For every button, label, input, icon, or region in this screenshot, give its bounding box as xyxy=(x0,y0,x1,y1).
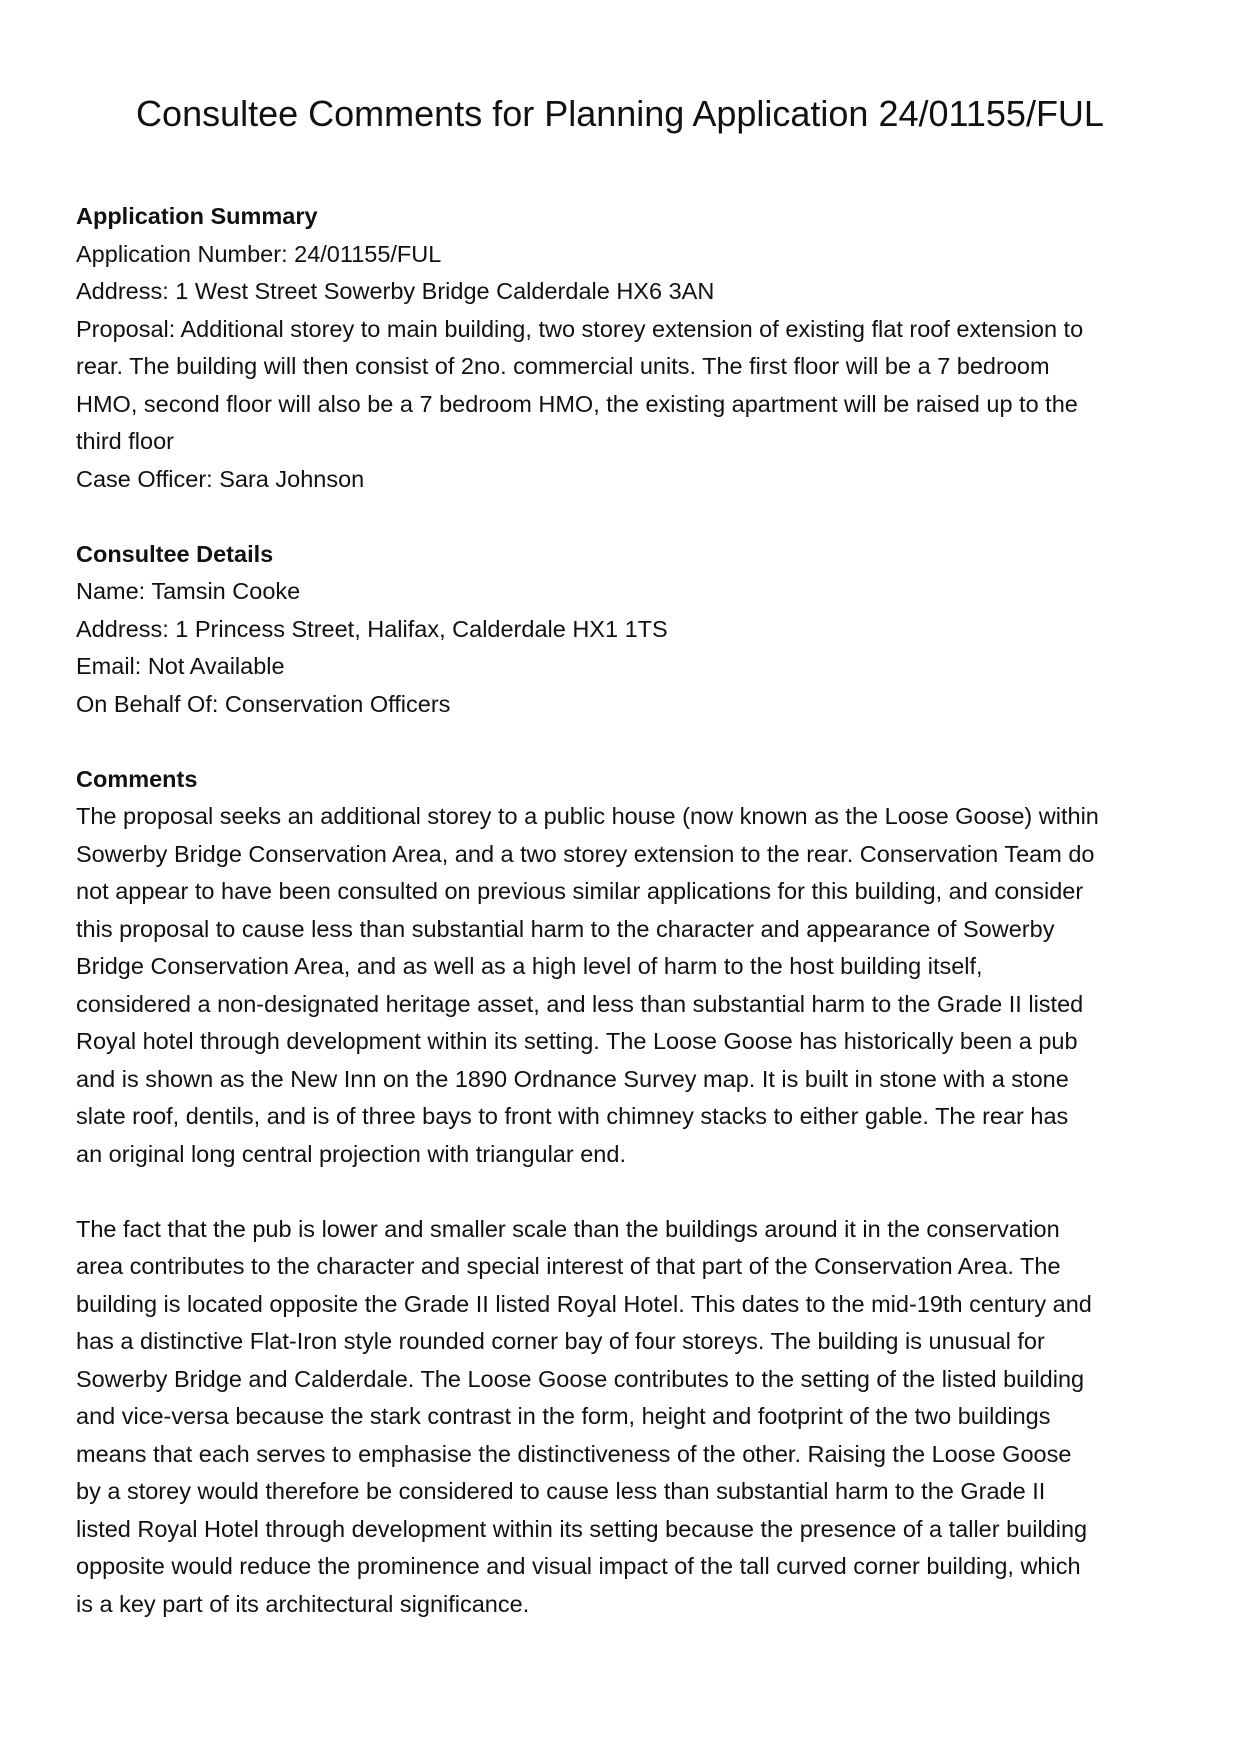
comment-line: means that each serves to emphasise the distinctiveness of the other. Raising the Loose Goose xyxy=(76,1440,1072,1467)
consultee-details-section xyxy=(76,536,1176,724)
comment-line: slate roof, dentils, and is of three bays to front with chimney stacks to either gable. The rear has xyxy=(76,1103,1069,1129)
comment-line: not appear to have been consulted on previous similar applications for this building, and consider xyxy=(76,878,1084,904)
comment-line: considered a non-designated heritage asset, and less than substantial harm to the Grade II listed xyxy=(76,990,1084,1017)
comment-line: by a storey would therefore be considered to cause less than substantial harm to the Grade II xyxy=(76,1478,1046,1504)
page-title: Consultee Comments for Planning Application 24/01155/FUL xyxy=(136,93,1104,134)
case-officer: Case Officer: Sara Johnson xyxy=(76,465,365,492)
comment-line: and vice-versa because the stark contrast in the form, height and footprint of the two buildings xyxy=(76,1403,1051,1429)
consultee-details-heading: Consultee Details xyxy=(76,540,274,567)
proposal-line: third floor xyxy=(76,428,174,454)
application-address: Address: 1 West Street Sowerby Bridge Calderdale HX6 3AN xyxy=(76,278,715,304)
comment-paragraph-2 xyxy=(76,1211,1176,1624)
comment-line: Bridge Conservation Area, and as well as a high level of harm to the host building itself, xyxy=(76,953,983,979)
comment-line: Royal hotel through development within its setting. The Loose Goose has historically been a pub xyxy=(76,1028,1078,1054)
comment-line: The proposal seeks an additional storey to a public house (now known as the Loose Goose) within xyxy=(76,803,1099,829)
comment-line: Sowerby Bridge Conservation Area, and a two storey extension to the rear. Conservation Team do xyxy=(76,840,1095,867)
comment-line: listed Royal Hotel through development within its setting because the presence of a taller building xyxy=(76,1515,1088,1542)
comment-line: opposite would reduce the prominence and visual impact of the tall curved corner building, which xyxy=(76,1553,1081,1579)
application-number: Application Number: 24/01155/FUL xyxy=(76,240,442,267)
comment-paragraph-1 xyxy=(76,798,1176,1173)
comment-line: this proposal to cause less than substantial harm to the character and appearance of Sowerby xyxy=(76,915,1055,942)
comments-heading: Comments xyxy=(76,765,198,792)
proposal-line: rear. The building will then consist of 2no. commercial units. The first floor will be a 7 bedroom xyxy=(76,353,1050,379)
proposal-text xyxy=(76,311,1176,461)
comments-section xyxy=(76,761,1176,1624)
comment-line: building is located opposite the Grade II listed Royal Hotel. This dates to the mid-19th century and xyxy=(76,1290,1092,1317)
consultee-name: Name: Tamsin Cooke xyxy=(76,578,301,604)
comment-line: Sowerby Bridge and Calderdale. The Loose Goose contributes to the setting of the listed building xyxy=(76,1365,1085,1392)
comment-line: is a key part of its architectural significance. xyxy=(76,1590,530,1617)
application-summary-heading: Application Summary xyxy=(76,203,318,229)
comment-line: has a distinctive Flat-Iron style rounded corner bay of four storeys. The building is unusual for xyxy=(76,1328,1045,1354)
consultee-address: Address: 1 Princess Street, Halifax, Calderdale HX1 1TS xyxy=(76,615,668,642)
consultee-email: Email: Not Available xyxy=(76,653,285,679)
comment-line: area contributes to the character and special interest of that part of the Conservation Area. The xyxy=(76,1253,1061,1279)
consultee-on-behalf-of: On Behalf Of: Conservation Officers xyxy=(76,690,451,717)
proposal-line: Proposal: Additional storey to main building, two storey extension of existing flat roof extension to xyxy=(76,315,1084,342)
comment-line: an original long central projection with triangular end. xyxy=(76,1140,626,1167)
application-summary-section xyxy=(76,198,1176,498)
document-body xyxy=(76,198,1176,1661)
comment-line: and is shown as the New Inn on the 1890 Ordnance Survey map. It is built in stone with a stone xyxy=(76,1065,1069,1092)
comment-line: The fact that the pub is lower and smaller scale than the buildings around it in the conservation xyxy=(76,1215,1060,1242)
proposal-line: HMO, second floor will also be a 7 bedroom HMO, the existing apartment will be raised up to the xyxy=(76,390,1078,417)
